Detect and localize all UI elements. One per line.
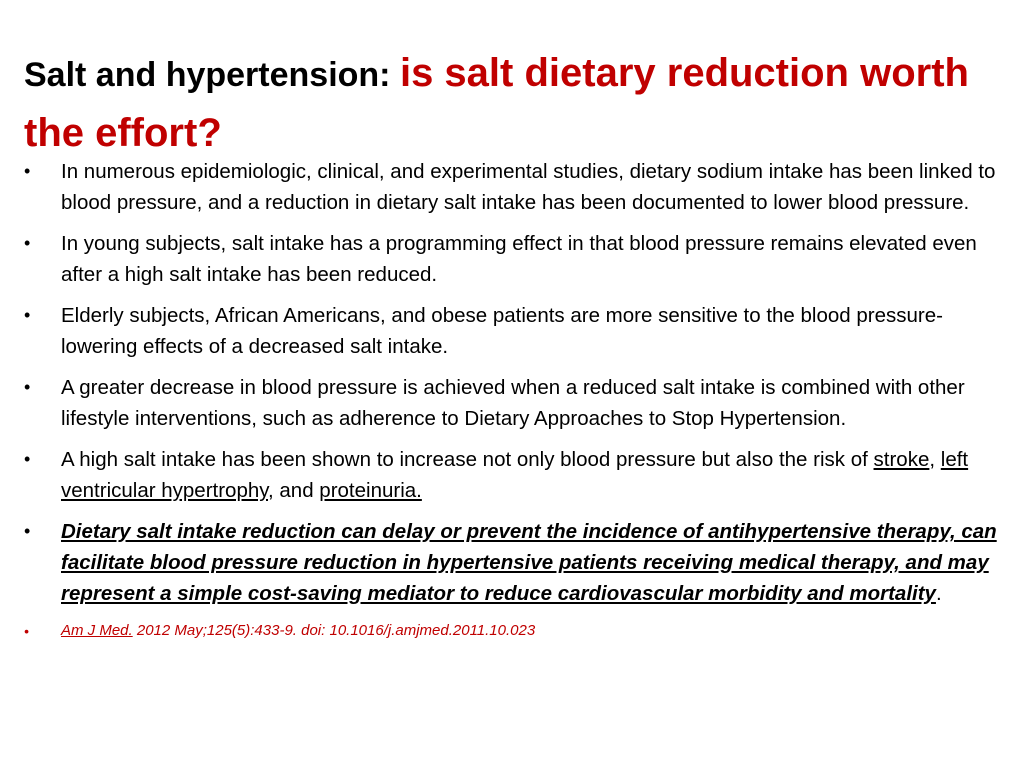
journal-link[interactable]: Am J Med. xyxy=(61,622,133,639)
citation-details: 2012 May;125(5):433-9. doi: 10.1016/j.amjmed.2011.10.023 xyxy=(132,622,536,639)
separator: , and xyxy=(268,479,320,502)
reference-item xyxy=(24,619,1004,643)
bullet-item-lifestyle xyxy=(24,372,1004,434)
bullet-text: Elderly subjects, African Americans, and obese patients are more sensitive to the blood pressure-lowering effects of a decreased salt intake. xyxy=(61,304,943,358)
bullet-item-young-subjects xyxy=(24,228,1004,290)
separator: , xyxy=(929,448,941,471)
conclusion-period: . xyxy=(935,582,942,605)
bullet-item-conclusion xyxy=(24,516,1004,609)
bullet-icon: • xyxy=(24,623,29,639)
title-question: is salt dietary reduction worth the effort? xyxy=(24,51,969,155)
title-prefix: Salt and hypertension: xyxy=(24,56,400,94)
risk-text: A high salt intake has been shown to increase not only blood pressure but also the risk of xyxy=(61,448,874,471)
bullet-item-sensitive-groups xyxy=(24,300,1004,362)
stroke-link[interactable]: stroke xyxy=(873,448,930,471)
reference-text xyxy=(61,622,535,639)
bullet-item-risks xyxy=(24,444,1004,506)
bullet-text: In numerous epidemiologic, clinical, and experimental studies, dietary sodium intake has been linked to blood pressure, and a reduction in dietary salt intake has been documented to lower blood pressure. xyxy=(61,160,996,214)
bullet-icon: • xyxy=(24,305,31,325)
bullet-text: A greater decrease in blood pressure is achieved when a reduced salt intake is combined with other lifestyle interventions, such as adherence to Dietary Approaches to Stop Hypertension. xyxy=(61,376,965,430)
bullet-text: In young subjects, salt intake has a programming effect in that blood pressure remains elevated even after a high salt intake has been reduced. xyxy=(61,232,977,286)
bullet-text xyxy=(61,520,997,605)
proteinuria-link[interactable]: proteinuria. xyxy=(319,479,422,502)
lvh-link[interactable]: left ventricular hypertrophy xyxy=(61,448,969,502)
bullet-icon: • xyxy=(24,161,31,181)
bullet-text xyxy=(61,448,968,502)
bullet-icon: • xyxy=(24,521,31,541)
bullet-list xyxy=(24,156,1004,653)
conclusion-emphasis: Dietary salt intake reduction can delay or prevent the incidence of antihypertensive therapy, can facilitate blood pressure reduction in hypertensive patients receiving medical therapy, and may represent a simple cost-saving mediator to reduce cardiovascular morbidity and mortality xyxy=(61,520,997,605)
bullet-icon: • xyxy=(24,233,31,253)
bullet-icon: • xyxy=(24,377,31,397)
bullet-item-epidemiology xyxy=(24,156,1004,218)
bullet-icon: • xyxy=(24,449,31,469)
slide-title xyxy=(24,44,984,164)
